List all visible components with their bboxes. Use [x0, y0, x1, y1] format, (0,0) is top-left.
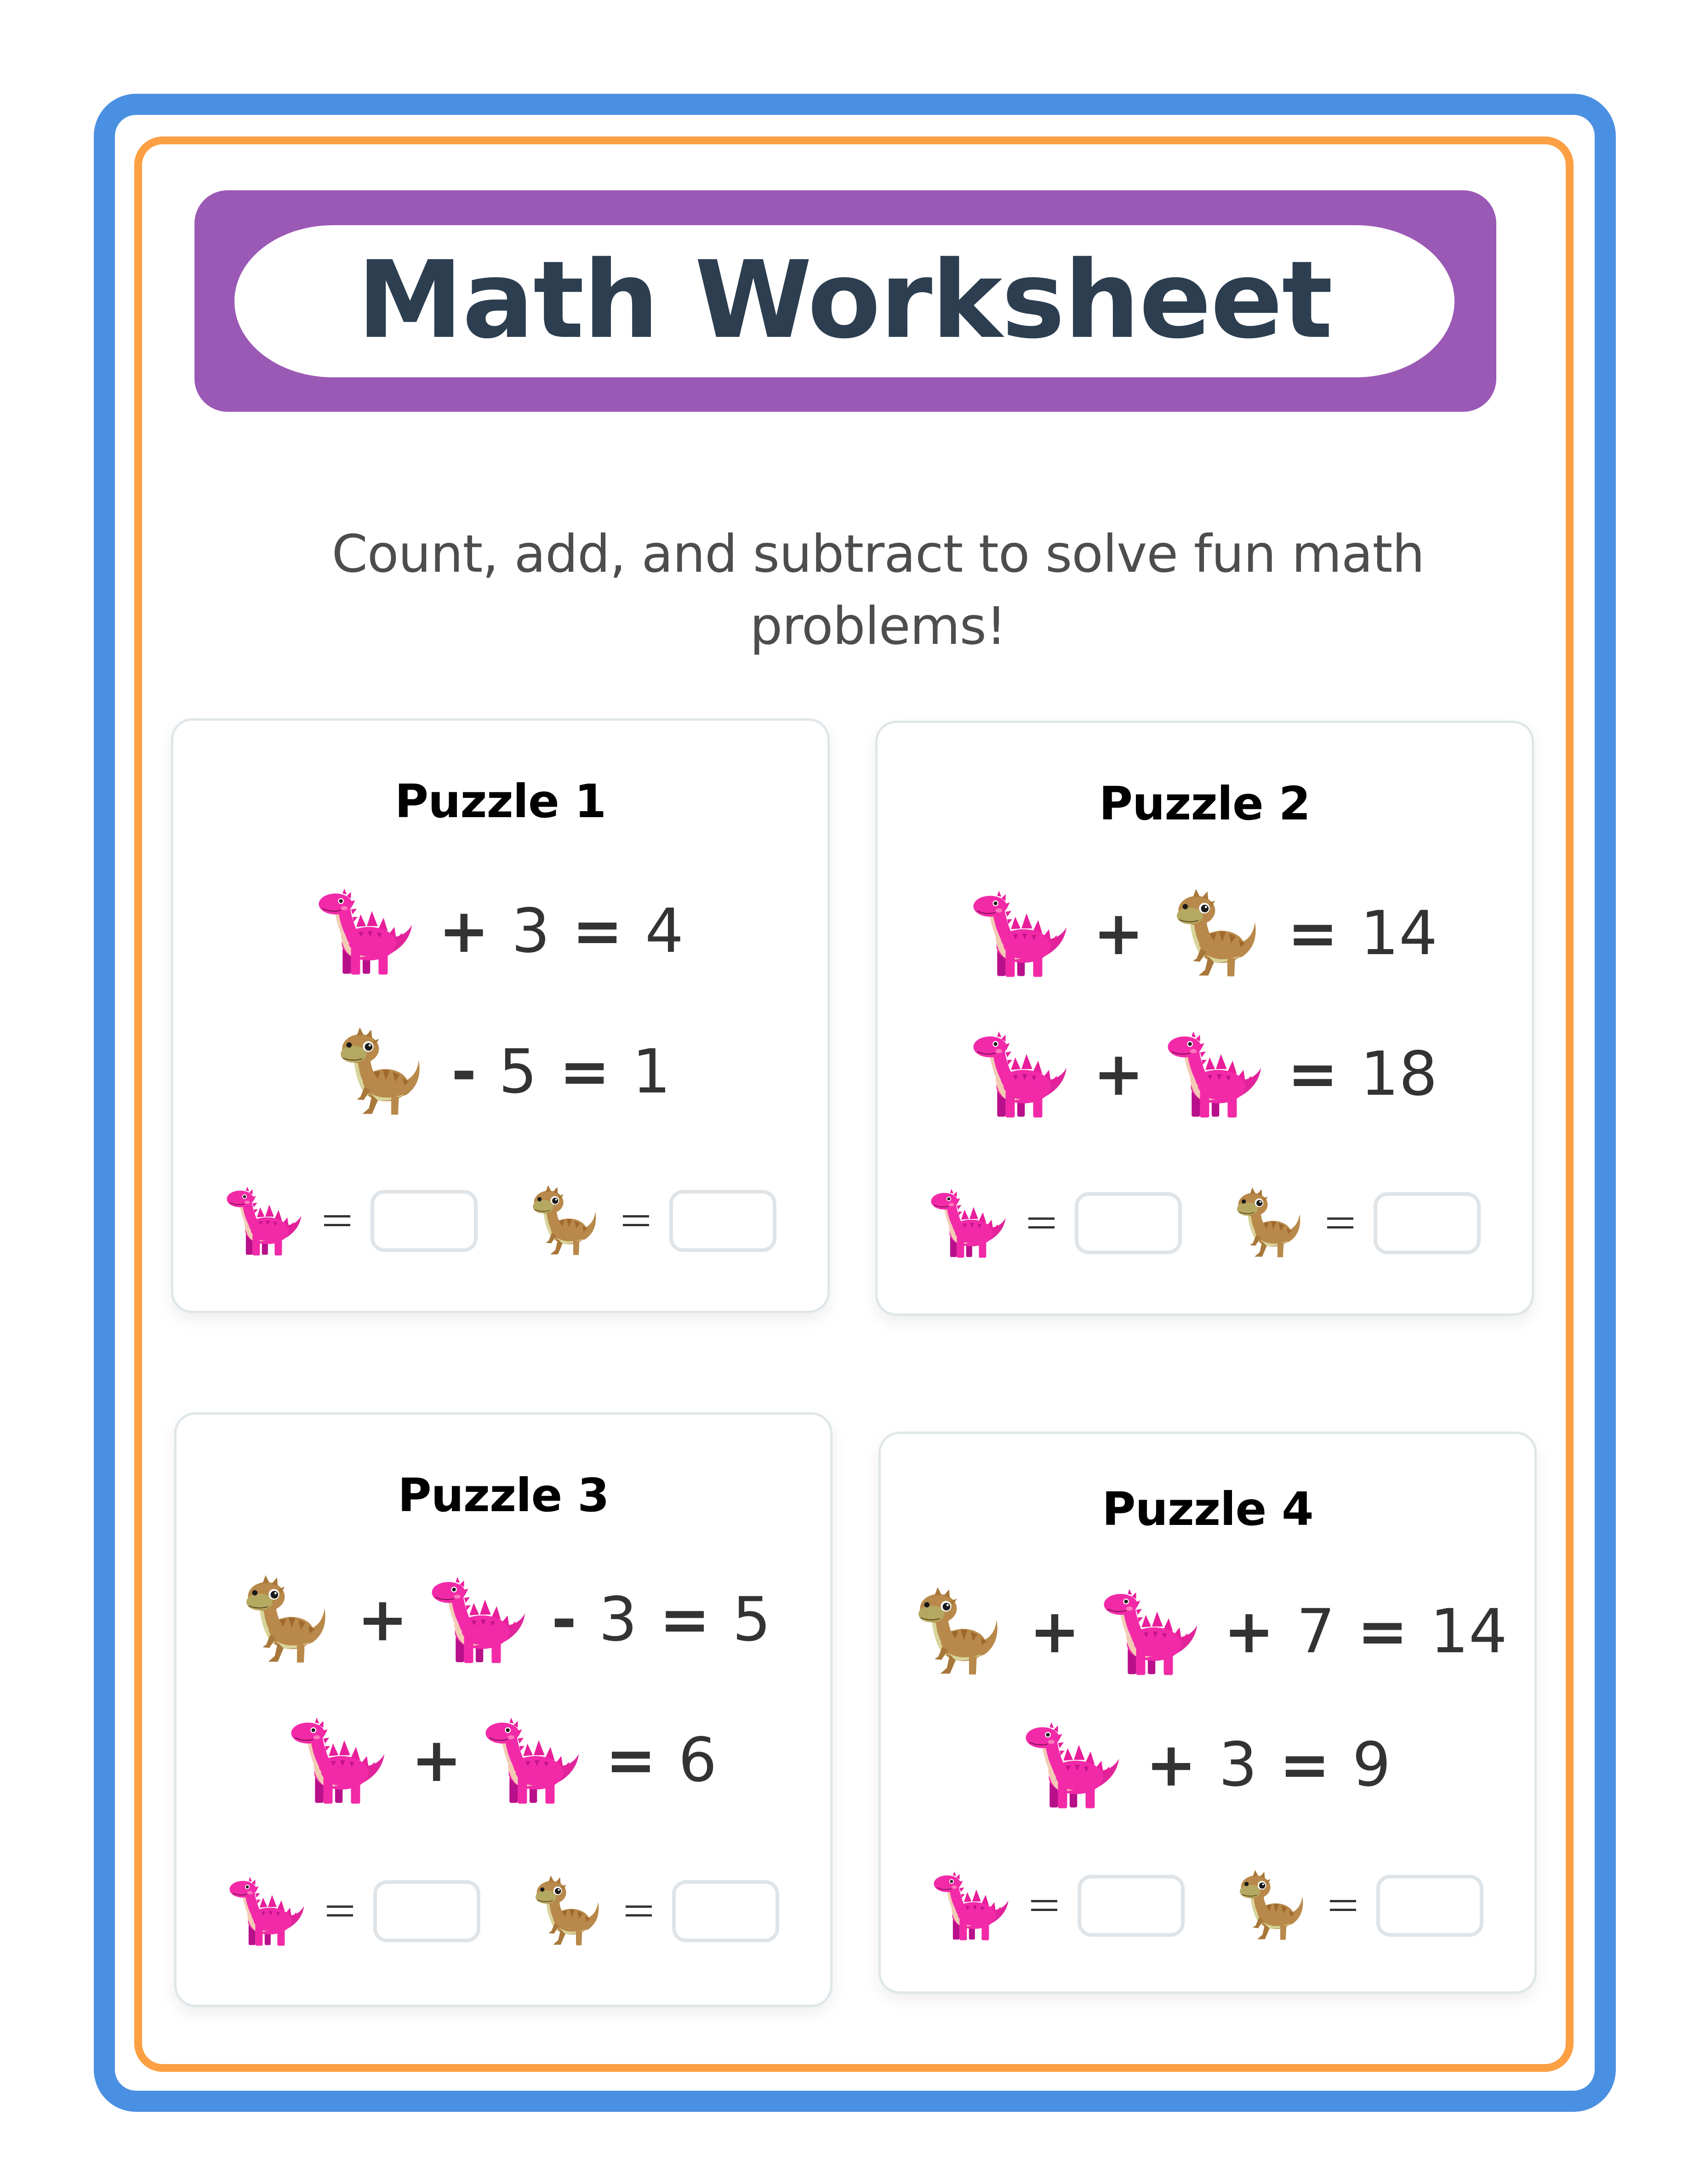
equals-sign: =	[559, 1036, 610, 1107]
equation-row	[173, 881, 827, 982]
pink-dinosaur-icon	[971, 887, 1072, 979]
equation-row	[881, 1714, 1534, 1815]
pink-dinosaur-icon	[971, 1028, 1072, 1120]
pink-dinosaur-icon	[1023, 1719, 1124, 1811]
brown-dinosaur-answer-input[interactable]	[1376, 1875, 1483, 1937]
puzzle-card-4	[878, 1432, 1537, 1994]
operator: +	[1093, 898, 1144, 969]
operator: -	[451, 1036, 477, 1107]
title-pill	[234, 225, 1454, 377]
equation-row	[878, 883, 1532, 984]
number: 3	[599, 1584, 638, 1655]
brown-dinosaur-icon	[907, 1586, 1008, 1678]
operator: -	[551, 1584, 577, 1655]
operator: +	[411, 1725, 462, 1796]
operator: +	[357, 1584, 408, 1655]
result: 18	[1360, 1039, 1438, 1109]
equals-sign: =	[572, 896, 623, 967]
equals-sign: =	[605, 1725, 656, 1796]
equals-sign: =	[1357, 1596, 1408, 1667]
answer-row	[878, 1172, 1532, 1274]
brown-dinosaur-icon	[329, 1026, 430, 1118]
equals-sign	[626, 1905, 652, 1917]
equals-sign	[1327, 1217, 1353, 1228]
equals-sign	[327, 1905, 353, 1917]
puzzle-title: Puzzle 2	[1099, 777, 1311, 830]
brown-dinosaur-answer-input[interactable]	[672, 1880, 779, 1942]
brown-dinosaur-icon	[1165, 887, 1266, 979]
instructions-text: Count, add, and subtract to solve fun math problems!	[331, 524, 1425, 656]
equals-sign	[1031, 1900, 1057, 1911]
equation-row	[173, 1021, 827, 1122]
answer-row	[173, 1170, 827, 1271]
equals-sign: =	[1279, 1729, 1330, 1800]
puzzle-card-2	[875, 721, 1534, 1316]
pink-dinosaur-icon	[316, 885, 417, 977]
equals-sign: =	[659, 1584, 710, 1655]
pink-dinosaur-answer-input[interactable]	[1075, 1192, 1182, 1254]
puzzle-title: Puzzle 3	[398, 1468, 609, 1522]
brown-dinosaur-icon	[1228, 1186, 1309, 1260]
equation-row	[881, 1581, 1534, 1682]
brown-dinosaur-icon	[526, 1874, 607, 1948]
pink-dinosaur-icon	[483, 1714, 584, 1806]
result: 4	[645, 896, 684, 967]
equation-row	[177, 1710, 830, 1811]
pink-dinosaur-answer-input[interactable]	[371, 1190, 478, 1252]
operator: +	[438, 896, 490, 967]
pink-dinosaur-icon	[289, 1714, 390, 1806]
equals-sign: =	[1287, 898, 1339, 969]
pink-dinosaur-icon	[929, 1186, 1010, 1260]
equals-sign	[1330, 1900, 1356, 1911]
answer-row	[881, 1855, 1534, 1956]
puzzle-title: Puzzle 1	[394, 774, 606, 828]
pink-dinosaur-answer-input[interactable]	[1078, 1875, 1185, 1937]
operator: +	[1093, 1039, 1144, 1109]
pink-dinosaur-icon	[429, 1574, 530, 1666]
pink-dinosaur-icon	[225, 1184, 306, 1257]
brown-dinosaur-icon	[235, 1574, 336, 1666]
result: 14	[1430, 1596, 1507, 1667]
number: 7	[1296, 1596, 1335, 1667]
title-banner	[194, 190, 1496, 412]
brown-dinosaur-answer-input[interactable]	[669, 1190, 776, 1252]
brown-dinosaur-answer-input[interactable]	[1374, 1192, 1481, 1254]
operator: +	[1029, 1596, 1080, 1667]
puzzle-card-1	[171, 718, 830, 1313]
result: 9	[1352, 1729, 1391, 1800]
brown-dinosaur-icon	[524, 1184, 604, 1257]
operator: +	[1146, 1729, 1197, 1800]
number: 3	[1219, 1729, 1257, 1800]
equation-row	[177, 1569, 830, 1670]
puzzle-card-3	[174, 1412, 833, 2007]
pink-dinosaur-icon	[1101, 1586, 1203, 1678]
number: 5	[498, 1036, 537, 1107]
puzzle-title: Puzzle 4	[1102, 1482, 1313, 1536]
pink-dinosaur-icon	[932, 1869, 1013, 1942]
equals-sign	[324, 1215, 350, 1226]
equation-row	[878, 1024, 1532, 1125]
equals-sign: =	[1287, 1039, 1339, 1109]
result: 6	[678, 1725, 717, 1796]
brown-dinosaur-icon	[1231, 1869, 1312, 1942]
pink-dinosaur-answer-input[interactable]	[373, 1880, 480, 1942]
equals-sign	[1028, 1217, 1055, 1228]
operator: +	[1223, 1596, 1275, 1667]
result: 5	[732, 1584, 771, 1655]
pink-dinosaur-icon	[1165, 1028, 1266, 1120]
equals-sign	[623, 1215, 649, 1226]
number: 3	[511, 896, 550, 967]
result: 14	[1360, 898, 1438, 969]
answer-row	[177, 1860, 830, 1962]
page-title: Math Worksheet	[357, 238, 1332, 362]
pink-dinosaur-icon	[228, 1874, 308, 1948]
result: 1	[632, 1036, 671, 1107]
